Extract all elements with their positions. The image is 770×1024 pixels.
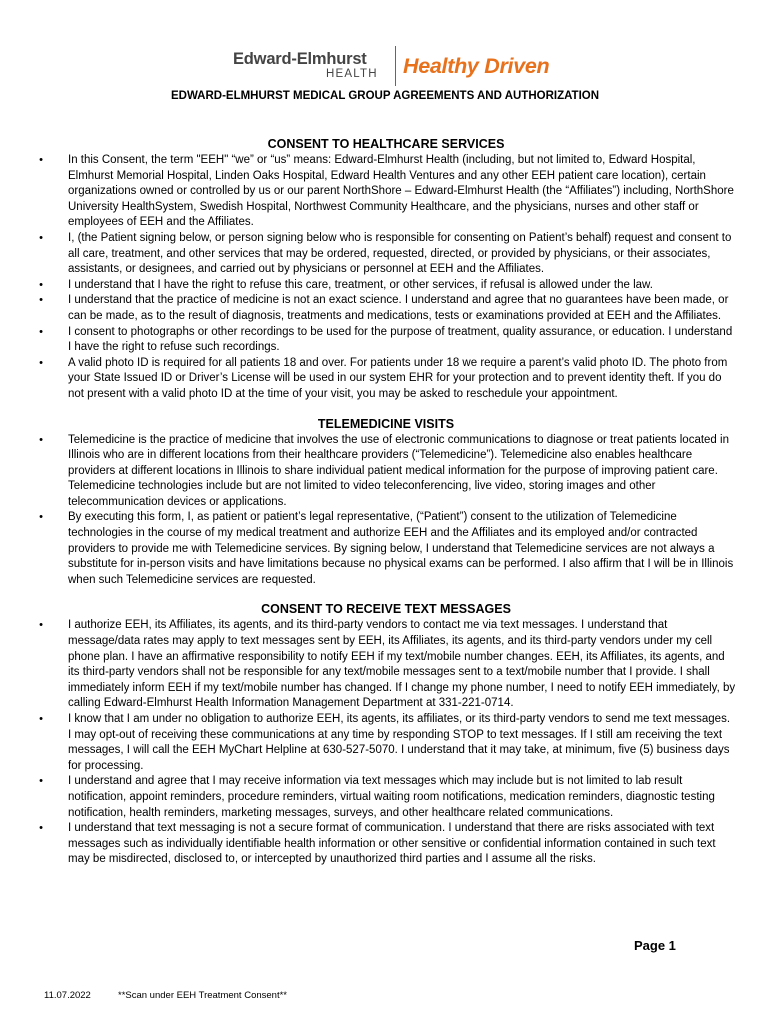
document-title: EDWARD-ELMHURST MEDICAL GROUP AGREEMENTS AND AUTHORIZATION	[170, 90, 600, 102]
bullet-icon: •	[39, 325, 43, 338]
footer-note: **Scan under EEH Treatment Consent**	[118, 990, 287, 1001]
section-list-telemedicine	[36, 433, 736, 589]
section-heading-healthcare: CONSENT TO HEALTHCARE SERVICES	[267, 137, 505, 151]
list-item-text: I understand that the practice of medicine is not an exact science. I understand and agree that no guarantees have been made, or can be made, as to the result of diagnosis, treatments and medications, tests or examinations provided at EEH and the Affiliates.	[68, 294, 729, 322]
list-item-text: Telemedicine is the practice of medicine that involves the use of electronic communications to diagnose or treat patients located in Illinois who are in different locations from their healthcare providers (“Telemedicine”). Telemedicine also enables healthcare providers at different locations in Illinois to share individual patient medical information for the purpose of improving patient care. Telemedicine technologies include but are not limited to video teleconferencing, live video, storing images and other telecommunication devices or applications.	[68, 433, 729, 508]
list-item	[36, 278, 736, 294]
list-item	[36, 510, 736, 588]
bullet-icon: •	[39, 619, 43, 632]
section-list-text-messages	[36, 618, 736, 868]
bullet-icon: •	[39, 231, 43, 244]
list-item	[36, 821, 736, 868]
bullet-icon: •	[39, 278, 43, 291]
list-item	[36, 774, 736, 821]
bullet-icon: •	[39, 356, 43, 369]
section-list-healthcare	[36, 153, 736, 403]
list-item-text: I, (the Patient signing below, or person signing below who is responsible for consenting on Patient’s behalf) request and consent to all care, treatment, and other services that may be ordered, requested, directed, or provided by physicians, or their associates, assistants, or designees, and carried out by physicians or personnel at EEH and the Affiliates.	[68, 231, 732, 276]
list-item-text: I consent to photographs or other recordings to be used for the purpose of treatment, quality assurance, or education. I understand I have the right to refuse such recordings.	[68, 325, 733, 354]
bullet-icon: •	[39, 511, 43, 524]
list-item-text: In this Consent, the term "EEH" “we” or “us” means: Edward-Elmhurst Health (including, but not limited to, Edward Hospital, Elmhurst Memorial Hospital, Linden Oaks Hospital, Edward Health Ventures and any other EEH patient care location), certain organizations owned or controlled by us or our parent NorthShore – Edward-Elmhurst Health (the “Affiliates”) including, NorthShore University HealthSystem, Swedish Hospital, Northwest Community Healthcare, and the physicians, nurses and other staff or employees of EEH and the Affiliates.	[68, 154, 734, 229]
bullet-icon: •	[39, 822, 43, 835]
list-item-text: A valid photo ID is required for all patients 18 and over. For patients under 18 we require a parent’s valid photo ID. The photo from your State Issued ID or Driver’s License will be used in our system EHR for your protection and to prevent identity theft. If you do not present with a valid photo ID at the time of your visit, you may be asked to reschedule your appointment.	[68, 356, 728, 400]
list-item	[36, 293, 736, 324]
list-item-text: I understand that text messaging is not a secure format of communication. I understand that there are risks associated with text messages such as individually identifiable health information or other sensitive or confidential information contained in such text may be misdirected, disclosed to, or intercepted by unauthorized third parties and I assume all the risks.	[68, 822, 716, 866]
header-logo	[0, 44, 770, 86]
list-item	[36, 433, 736, 511]
bullet-icon: •	[39, 713, 43, 725]
page-number: Page 1	[634, 938, 676, 953]
section-heading-text-messages: CONSENT TO RECEIVE TEXT MESSAGES	[261, 602, 511, 617]
list-item	[36, 153, 736, 231]
org-name: Edward-Elmhurst	[233, 50, 367, 68]
bullet-icon: •	[39, 154, 43, 166]
logo-divider	[395, 46, 396, 86]
footer-date: 11.07.2022	[44, 990, 91, 1001]
bullet-icon: •	[39, 775, 43, 788]
bullet-icon: •	[39, 433, 43, 446]
list-item	[36, 325, 736, 356]
list-item-text: I understand that I have the right to refuse this care, treatment, or other services, if refusal is allowed under the law.	[68, 278, 653, 291]
list-item	[36, 618, 736, 712]
section-heading-telemedicine: TELEMEDICINE VISITS	[317, 416, 455, 431]
bullet-icon: •	[39, 294, 43, 307]
list-item-text: By executing this form, I, as patient or patient’s legal representative, (“Patient”) consent to the utilization of Telemedicine technologies in the course of my medical treatment and authorize EEH and the Affiliates and its employed and/or contracted providers to provide me with Telemedicine services. By signing below, I understand that Telemedicine services are not always a substitute for in-person visits and have limitations because no physical exams can be performed. I also affirm that I will be in Illinois when such Telemedicine services are requested.	[68, 511, 734, 586]
document-body	[36, 136, 736, 868]
list-item	[36, 712, 736, 774]
list-item-text: I authorize EEH, its Affiliates, its agents, and its third-party vendors to contact me via text messages. I understand that message/data rates may apply to text messages sent by EEH, its Affiliates, its agents, and its third-party vendors under my cell phone plan. I have an affirmative responsibility to notify EEH if my text/mobile number changes. EEH, its Affiliates, its agents, and its third-party vendors shall not be responsible for any text/mobile messages sent to a text/mobile number that I provide. I shall immediately inform EEH if my text/mobile number has changed. If I change my phone number, I need to notify EEH immediately, by calling Edward-Elmhurst Health Information Management Department at 331-221-0714.	[68, 619, 736, 710]
list-item-text: I understand and agree that I may receive information via text messages which may include but is not limited to lab result notification, appoint reminders, procedure reminders, virtual waiting room notifications, medication reminders, diagnostic testing notification, health reminders, marketing messages, surveys, and other healthcare related communications.	[68, 775, 715, 819]
list-item-text: I know that I am under no obligation to authorize EEH, its agents, its affiliates, or its third-party vendors to send me text messages. I may opt-out of receiving these communications at any time by responding STOP to text messages. If I still am receiving the text messages, I will call the EEH MyChart Helpline at 630-527-5070. I understand that it may take, at minimum, five (5) business days for processing.	[68, 713, 731, 772]
list-item	[36, 356, 736, 403]
org-subtitle: HEALTH	[326, 68, 378, 80]
brand-tagline: Healthy Driven	[403, 54, 550, 78]
list-item	[36, 231, 736, 278]
